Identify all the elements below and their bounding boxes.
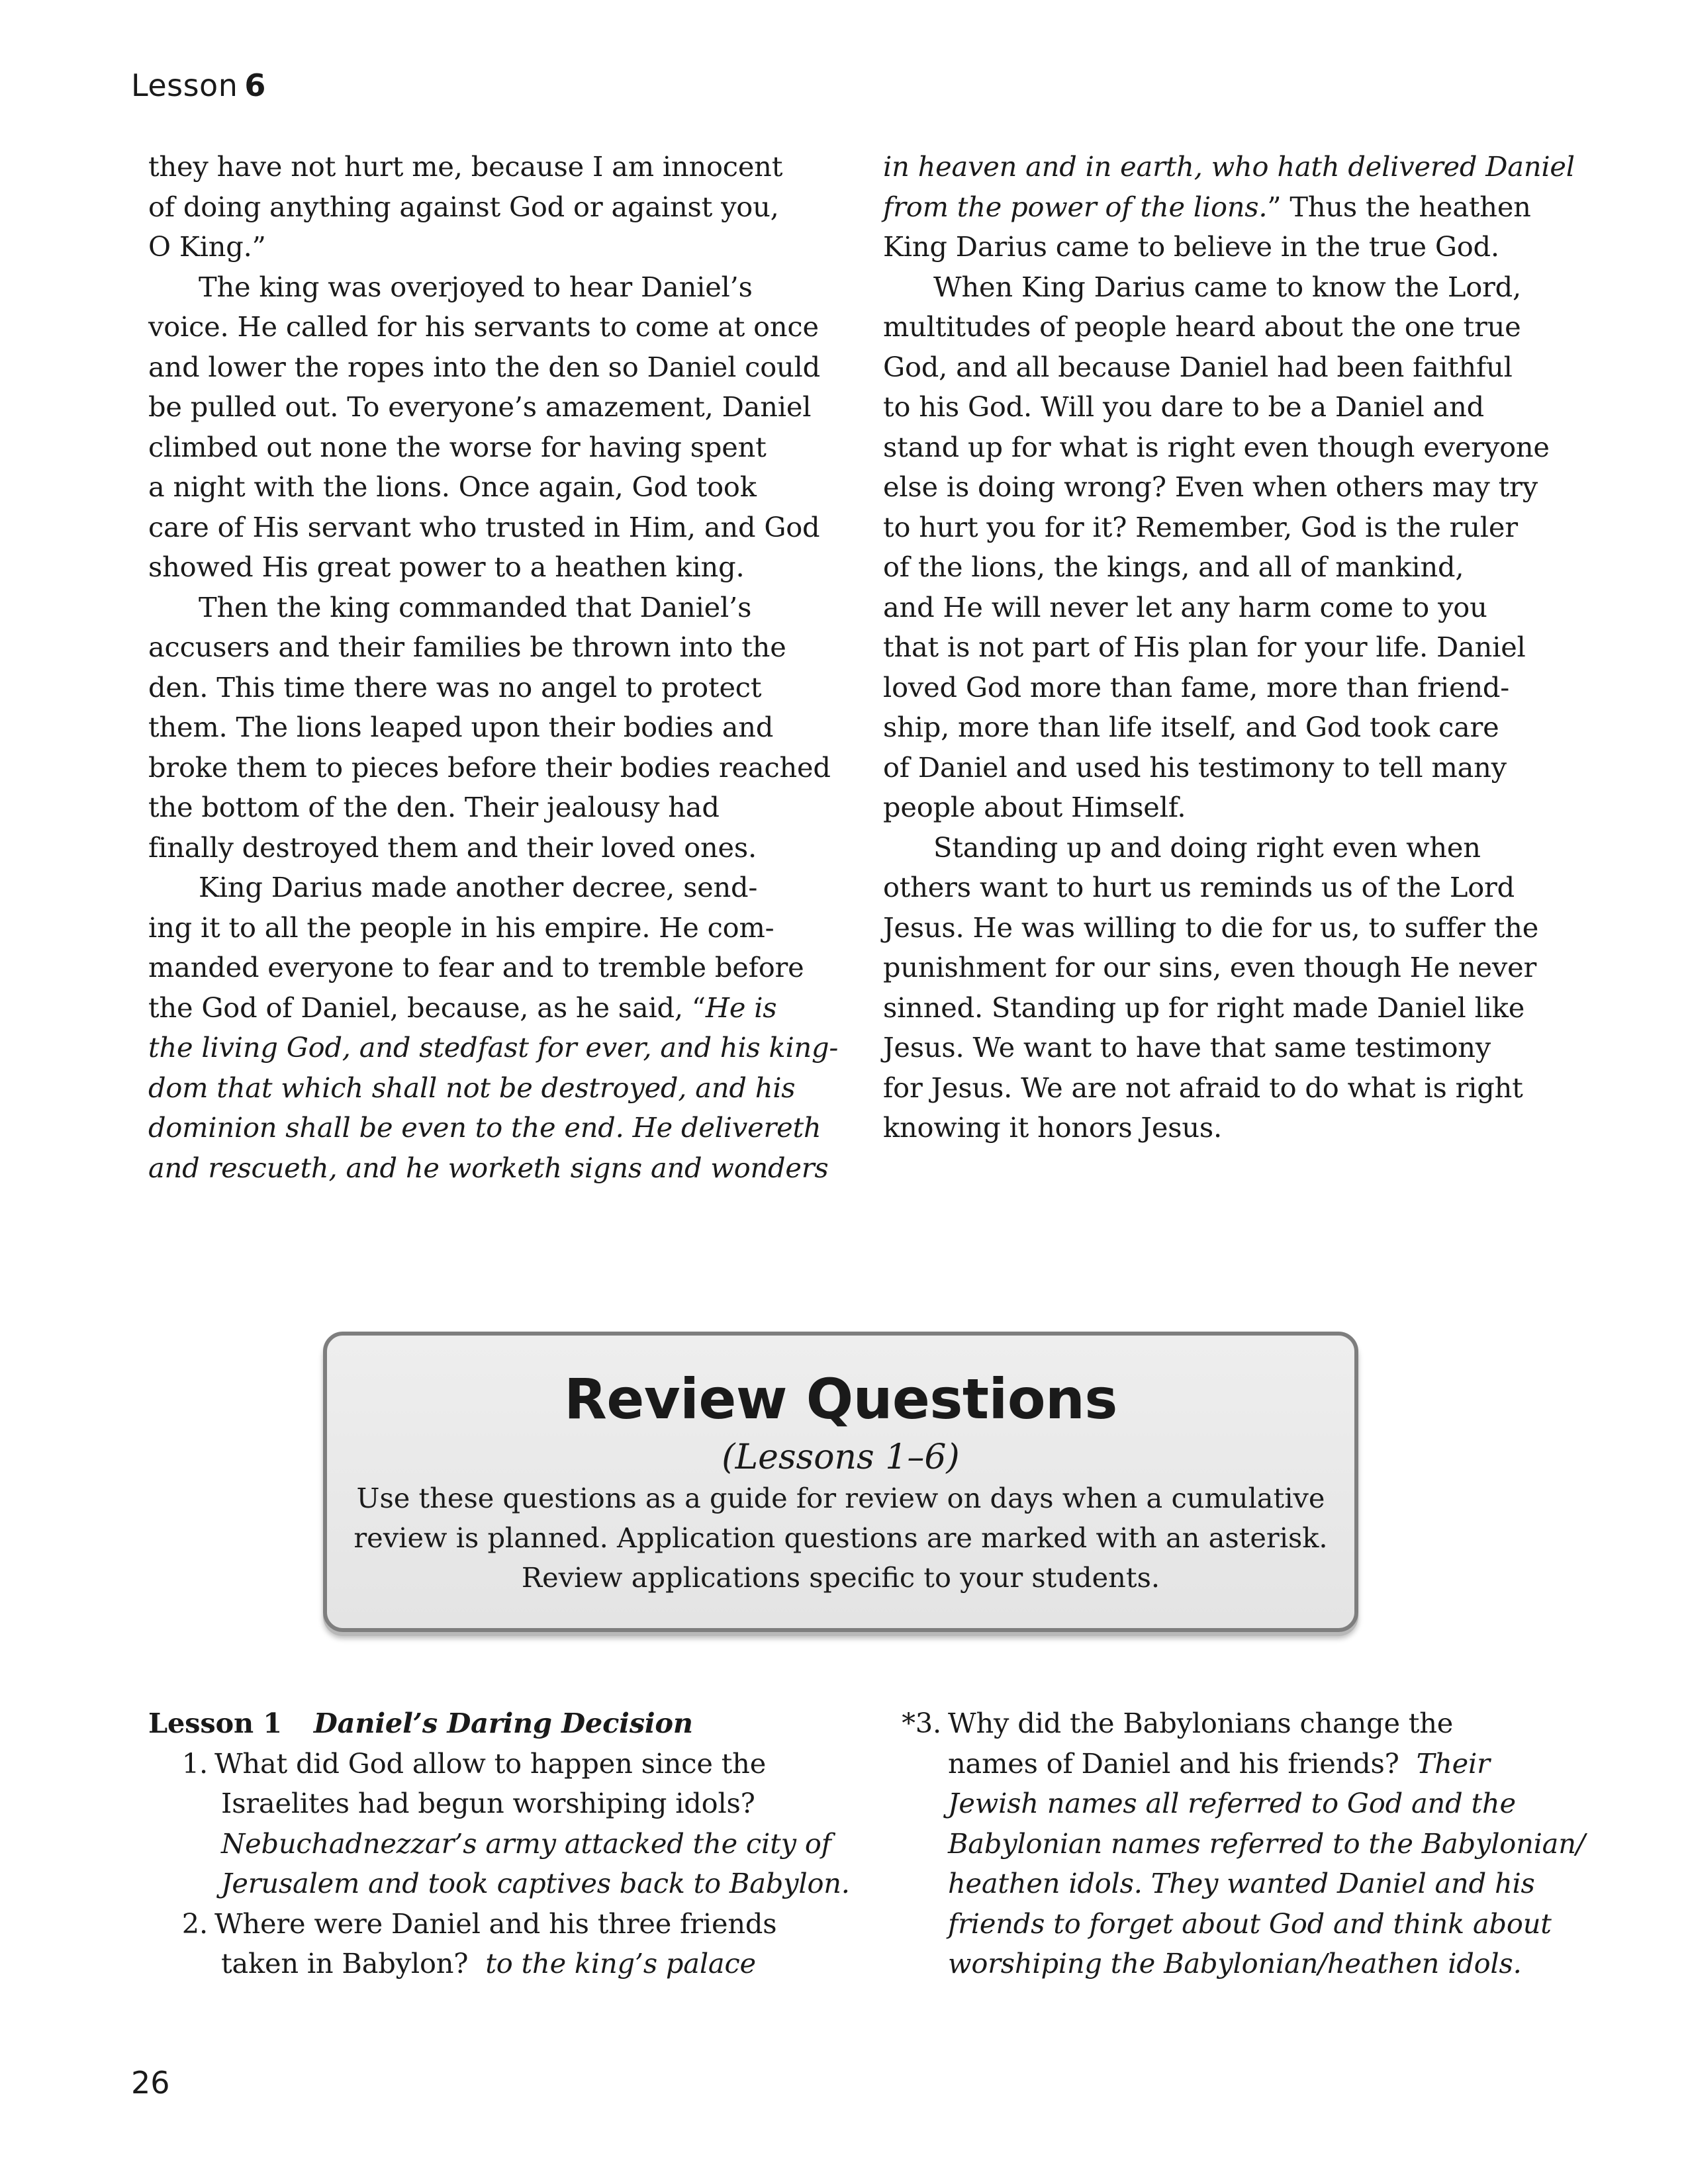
- text-line: ing it to all the people in his empire. He com-: [148, 911, 774, 944]
- text-line: the bottom of the den. Their jealousy had: [148, 791, 720, 823]
- answer-text: heathen idols. They wanted Daniel and his: [948, 1867, 1535, 1899]
- answer-text: Jerusalem and took captives back to Babylon.: [221, 1867, 850, 1899]
- text-line: finally destroyed them and their loved ones.: [148, 831, 757, 864]
- answer-text: Their: [1416, 1747, 1490, 1780]
- lesson-title: Daniel’s Daring Decision: [313, 1707, 693, 1739]
- answer-text: friends to forget about God and think about: [948, 1907, 1552, 1940]
- question-text: Why did the Babylonians change the: [948, 1707, 1454, 1739]
- text-line: King Darius came to believe in the true God.: [883, 230, 1499, 263]
- description-line: Use these questions as a guide for review on days when a cumulative: [356, 1482, 1325, 1514]
- scripture-quote: and rescueth, and he worketh signs and wonders: [148, 1151, 829, 1184]
- text-line: others want to hurt us reminds us of the Lord: [883, 871, 1515, 903]
- text-line: [883, 187, 1545, 228]
- text-line: voice. He called for his servants to come at once: [148, 310, 819, 343]
- text-line: Jesus. We want to have that same testimony: [883, 1031, 1491, 1064]
- text-line: Then the king commanded that Daniel’s: [199, 590, 752, 623]
- question-number: 1.: [181, 1747, 208, 1780]
- scripture-quote: He is: [705, 991, 777, 1024]
- text-line: Standing up and doing right even when: [933, 831, 1481, 864]
- question-text-line: [148, 1944, 810, 1984]
- text-line: sinned. Standing up for right made Daniel like: [883, 991, 1525, 1024]
- text-line: showed His great power to a heathen king.: [148, 551, 745, 583]
- text-line: accusers and their families be thrown into the: [148, 631, 786, 663]
- text-line: knowing it honors Jesus.: [883, 1111, 1222, 1144]
- scripture-quote: dominion shall be even to the end. He delivereth: [148, 1111, 821, 1144]
- right-text-column: [883, 147, 1575, 1148]
- scripture-quote: dom that which shall not be destroyed, and his: [148, 1071, 796, 1104]
- question-2: [148, 1904, 810, 1944]
- text-line: and He will never let any harm come to you: [883, 590, 1487, 623]
- text-segment: ” Thus the heathen: [1267, 190, 1531, 223]
- text-line: The king was overjoyed to hear Daniel’s: [199, 270, 753, 303]
- text-line: to his God. Will you dare to be a Daniel and: [883, 390, 1484, 423]
- questions-left-column: [148, 1704, 850, 1984]
- left-text-column: [148, 147, 839, 1188]
- text-line: [148, 988, 810, 1028]
- answer-text: Jewish names all referred to God and the: [948, 1787, 1516, 1819]
- running-head: [131, 68, 266, 103]
- text-line: stand up for what is right even though everyone: [883, 430, 1550, 463]
- text-line: ship, more than life itself, and God took care: [883, 711, 1499, 743]
- text-line: punishment for our sins, even though He never: [883, 951, 1537, 983]
- answer-text: to the king’s palace: [485, 1947, 756, 1979]
- text-segment: the God of Daniel, because, as he said, “: [148, 991, 706, 1024]
- text-line: and lower the ropes into the den so Daniel could: [148, 350, 820, 383]
- text-line: manded everyone to fear and to tremble before: [148, 951, 804, 983]
- text-line: Jesus. He was willing to die for us, to suffer the: [883, 911, 1539, 944]
- question-number: *3.: [902, 1707, 941, 1739]
- text-line: den. This time there was no angel to protect: [148, 670, 762, 704]
- text-line: King Darius made another decree, send-: [199, 871, 758, 903]
- question-number: 2.: [181, 1907, 208, 1940]
- text-line: them. The lions leaped upon their bodies and: [148, 711, 774, 743]
- review-questions-box: [323, 1332, 1358, 1632]
- text-line: loved God more than fame, more than friend-: [883, 670, 1510, 704]
- question-3: [891, 1704, 1553, 1744]
- lesson-number: Lesson 1: [148, 1707, 282, 1739]
- question-text: Israelites had begun worshiping idols?: [221, 1787, 755, 1819]
- text-line: When King Darius came to know the Lord,: [933, 270, 1521, 303]
- text-line: care of His servant who trusted in Him, and God: [148, 510, 820, 543]
- question-text: names of Daniel and his friends?: [948, 1747, 1399, 1780]
- text-line: of Daniel and used his testimony to tell many: [883, 751, 1507, 784]
- text-line: people about Himself.: [883, 791, 1186, 823]
- text-line: that is not part of His plan for your life. Daniel: [883, 631, 1526, 663]
- description-line: review is planned. Application questions are marked with an asterisk.: [353, 1522, 1328, 1554]
- page-number: 26: [131, 2065, 170, 2101]
- text-line: for Jesus. We are not afraid to do what is right: [883, 1071, 1523, 1104]
- scripture-quote: in heaven and in earth, who hath delivered Daniel: [883, 150, 1575, 183]
- lesson-heading: [148, 1704, 810, 1744]
- question-text: taken in Babylon?: [221, 1947, 469, 1979]
- text-line: climbed out none the worse for having spent: [148, 430, 767, 463]
- question-text: Where were Daniel and his three friends: [214, 1907, 777, 1940]
- answer-text: worshiping the Babylonian/heathen idols.: [948, 1947, 1522, 1979]
- review-description: [327, 1479, 1354, 1598]
- text-line: they have not hurt me, because I am innocent: [148, 150, 783, 183]
- text-line: a night with the lions. Once again, God took: [148, 471, 757, 503]
- question-text-line: [891, 1744, 1553, 1784]
- text-line: of doing anything against God or against you,: [148, 190, 779, 223]
- answer-text: Nebuchadnezzar’s army attacked the city of: [221, 1827, 831, 1860]
- questions-right-column: [891, 1704, 1585, 1984]
- text-line: God, and all because Daniel had been faithful: [883, 350, 1513, 383]
- text-line: multitudes of people heard about the one true: [883, 310, 1521, 343]
- scripture-quote: the living God, and stedfast for ever, and his king-: [148, 1031, 839, 1064]
- scripture-quote: from the power of the lions.: [883, 190, 1268, 223]
- review-subtitle: (Lessons 1–6): [722, 1437, 960, 1477]
- text-line: else is doing wrong? Even when others may try: [883, 471, 1538, 503]
- description-line: Review applications specific to your students.: [521, 1561, 1160, 1594]
- text-line: be pulled out. To everyone’s amazement, Daniel: [148, 390, 812, 423]
- text-line: of the lions, the kings, and all of mankind,: [883, 551, 1464, 583]
- question-1: [148, 1744, 810, 1784]
- running-head-label: Lesson: [131, 68, 238, 103]
- text-line: broke them to pieces before their bodies reached: [148, 751, 831, 784]
- text-line: to hurt you for it? Remember, God is the ruler: [883, 510, 1518, 543]
- text-line: O King.”: [148, 230, 266, 263]
- review-title: Review Questions: [564, 1367, 1117, 1432]
- running-head-lesson-number: 6: [244, 68, 266, 103]
- question-text: What did God allow to happen since the: [214, 1747, 767, 1780]
- answer-text: Babylonian names referred to the Babylonian/: [948, 1827, 1585, 1860]
